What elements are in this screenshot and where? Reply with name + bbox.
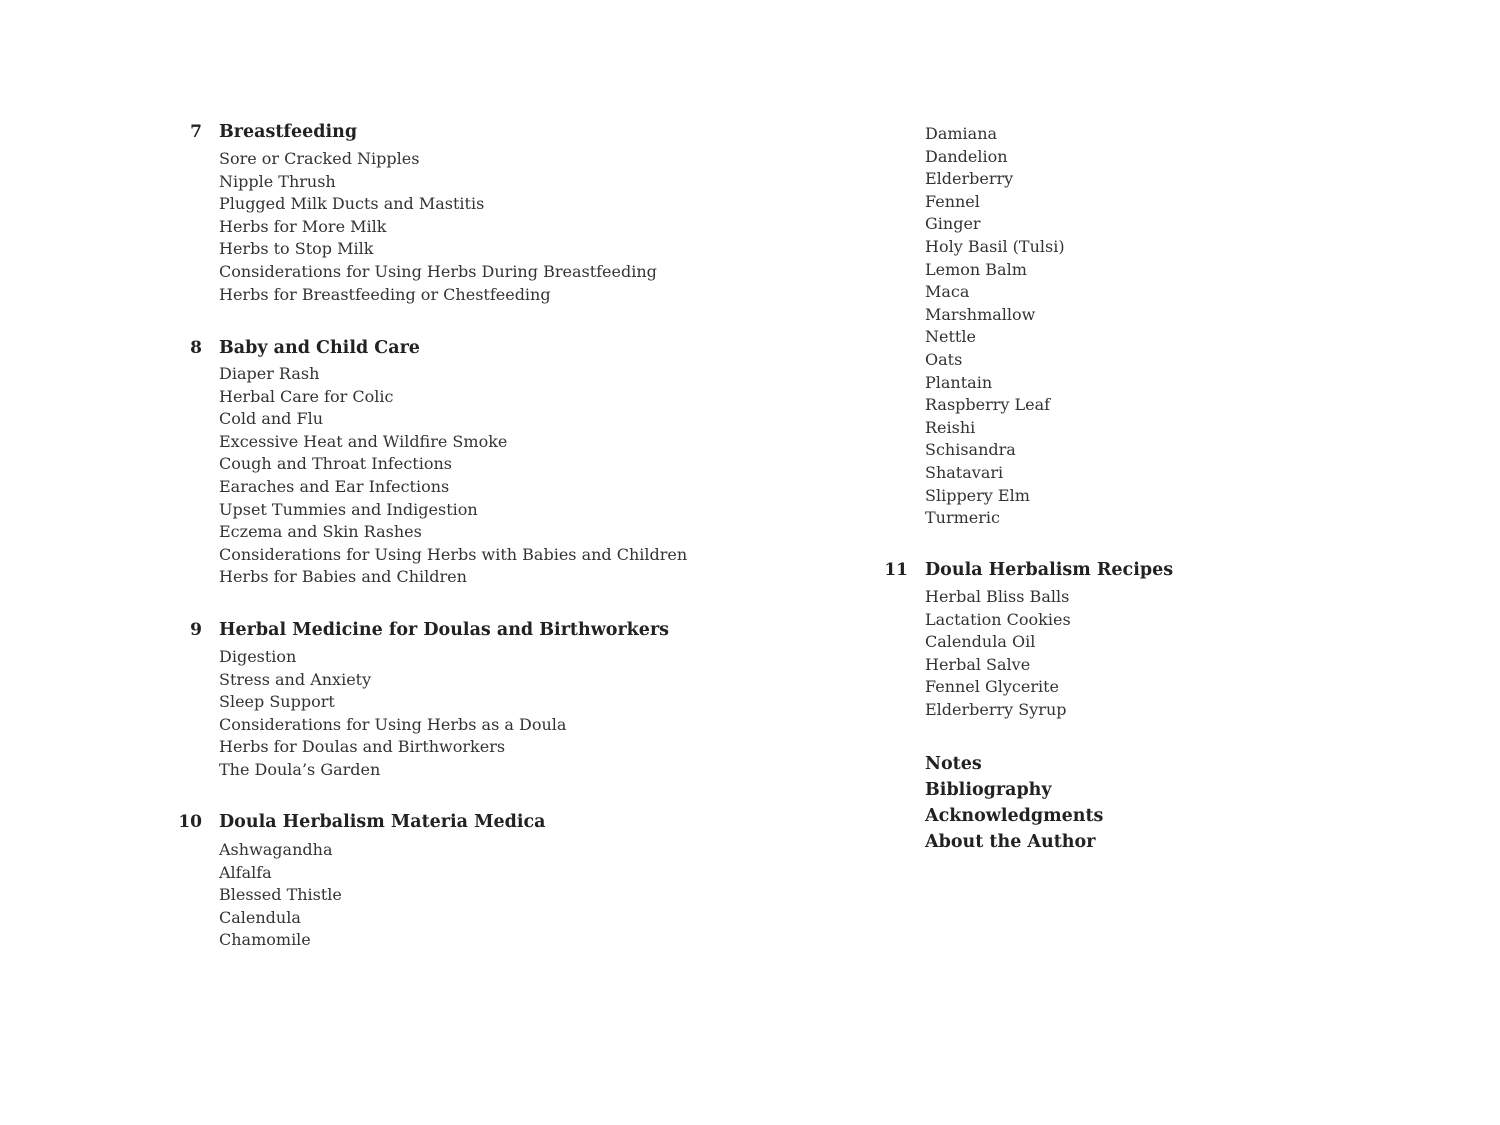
- toc-entry[interactable]: Herbs for Babies and Children: [219, 567, 467, 587]
- toc-entry[interactable]: Ashwagandha: [219, 840, 333, 859]
- chapter-10: [0, 808, 546, 950]
- toc-entry[interactable]: Lemon Balm: [925, 259, 1027, 279]
- chapter-title[interactable]: Breastfeeding: [219, 122, 358, 142]
- toc-entry[interactable]: Fennel Glycerite: [925, 677, 1060, 697]
- toc-entry[interactable]: Plantain: [925, 372, 993, 392]
- toc-entry[interactable]: Alfalfa: [219, 862, 272, 882]
- toc-entry[interactable]: Nipple Thrush: [219, 171, 336, 191]
- chapter-entries: [925, 586, 1071, 722]
- toc-entry[interactable]: Digestion: [219, 647, 297, 666]
- toc-entry[interactable]: Oats: [925, 349, 963, 369]
- chapter-entries: [219, 839, 342, 952]
- chapter-entries: [219, 148, 657, 306]
- back-matter: [925, 751, 1103, 855]
- chapter-title[interactable]: Herbal Medicine for Doulas and Birthworkers: [219, 620, 670, 640]
- toc-entry[interactable]: Nettle: [925, 327, 976, 347]
- toc-entry[interactable]: Plugged Milk Ducts and Mastitis: [219, 194, 485, 214]
- toc-entry[interactable]: Upset Tummies and Indigestion: [219, 499, 478, 519]
- back-matter-about-author[interactable]: About the Author: [925, 832, 1096, 852]
- continued-entries: [925, 123, 1065, 530]
- chapter-heading: [750, 556, 1174, 584]
- toc-entry[interactable]: Marshmallow: [925, 304, 1036, 324]
- back-matter-notes[interactable]: Notes: [925, 754, 982, 774]
- toc-entry[interactable]: Herbs for Breastfeeding or Chestfeeding: [219, 284, 551, 304]
- toc-entry[interactable]: Herbs for Doulas and Birthworkers: [219, 737, 506, 757]
- toc-entry[interactable]: Calendula: [219, 907, 301, 927]
- chapter-entries: [219, 363, 687, 589]
- toc-entry[interactable]: Cough and Throat Infections: [219, 454, 452, 474]
- toc-entry[interactable]: Turmeric: [925, 508, 1000, 528]
- toc-entry[interactable]: Dandelion: [925, 146, 1008, 166]
- toc-entry[interactable]: Schisandra: [925, 440, 1016, 460]
- toc-entry[interactable]: The Doula’s Garden: [219, 759, 381, 779]
- chapter-number: 8: [190, 338, 202, 358]
- chapter-7: [0, 118, 657, 304]
- toc-entry[interactable]: Reishi: [925, 417, 976, 437]
- chapter-title[interactable]: Doula Herbalism Materia Medica: [219, 812, 546, 832]
- toc-entry[interactable]: Eczema and Skin Rashes: [219, 522, 422, 542]
- toc-entry[interactable]: Elderberry: [925, 169, 1014, 189]
- chapter-number: 9: [190, 620, 202, 640]
- toc-entry[interactable]: Sleep Support: [219, 692, 335, 712]
- toc-entry[interactable]: Shatavari: [925, 462, 1004, 482]
- toc-entry[interactable]: Elderberry Syrup: [925, 699, 1067, 719]
- chapter-heading: [0, 808, 546, 836]
- chapter-11: [750, 556, 1174, 720]
- toc-entry[interactable]: Fennel: [925, 191, 980, 211]
- back-matter-bibliography[interactable]: Bibliography: [925, 780, 1052, 800]
- chapter-heading: [0, 334, 468, 362]
- chapter-number: 10: [178, 812, 202, 832]
- toc-entry[interactable]: Lactation Cookies: [925, 609, 1071, 629]
- toc-entry[interactable]: Ginger: [925, 214, 981, 234]
- toc-entry[interactable]: Stress and Anxiety: [219, 669, 372, 689]
- toc-entry[interactable]: Cold and Flu: [219, 409, 324, 429]
- toc-entry[interactable]: Herbal Salve: [925, 654, 1031, 674]
- toc-entry[interactable]: Herbal Bliss Balls: [925, 587, 1070, 606]
- toc-entry[interactable]: Damiana: [925, 124, 998, 143]
- toc-entry[interactable]: Considerations for Using Herbs with Babies and Children: [219, 544, 688, 564]
- toc-entry[interactable]: Considerations for Using Herbs During Breastfeeding: [219, 261, 657, 281]
- toc-entry[interactable]: Herbs to Stop Milk: [219, 239, 374, 259]
- toc-entry[interactable]: Considerations for Using Herbs as a Doula: [219, 714, 567, 734]
- toc-entry[interactable]: Herbs for More Milk: [219, 216, 387, 236]
- chapter-title[interactable]: Baby and Child Care: [219, 338, 420, 358]
- toc-entry[interactable]: Chamomile: [219, 930, 311, 950]
- toc-entry[interactable]: Excessive Heat and Wildfire Smoke: [219, 431, 508, 451]
- toc-entry[interactable]: Raspberry Leaf: [925, 395, 1051, 415]
- toc-entry[interactable]: Holy Basil (Tulsi): [925, 236, 1065, 256]
- chapter-entries: [219, 646, 566, 782]
- toc-entry[interactable]: Blessed Thistle: [219, 885, 342, 905]
- chapter-9: [0, 616, 670, 780]
- toc-entry[interactable]: Diaper Rash: [219, 364, 320, 383]
- toc-entry[interactable]: Herbal Care for Colic: [219, 386, 394, 406]
- chapter-heading: [0, 118, 438, 146]
- chapter-number: 11: [884, 560, 908, 580]
- back-matter-acknowledgments[interactable]: Acknowledgments: [925, 806, 1104, 826]
- toc-entry[interactable]: Sore or Cracked Nipples: [219, 149, 420, 168]
- toc-entry[interactable]: Slippery Elm: [925, 485, 1030, 505]
- toc-entry[interactable]: Maca: [925, 282, 970, 302]
- chapter-8: [0, 334, 688, 588]
- chapter-title[interactable]: Doula Herbalism Recipes: [925, 560, 1174, 580]
- toc-entry[interactable]: Earaches and Ear Infections: [219, 476, 450, 496]
- chapter-number: 7: [190, 122, 202, 142]
- chapter-heading: [0, 616, 670, 644]
- toc-entry[interactable]: Calendula Oil: [925, 632, 1036, 652]
